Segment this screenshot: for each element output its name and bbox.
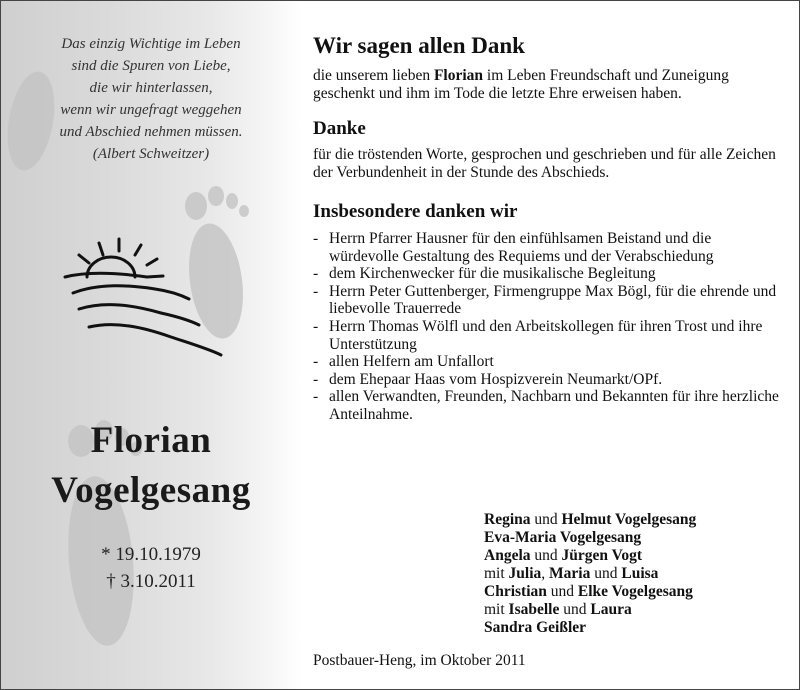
list-item-text: Herrn Peter Guttenberger, Firmengruppe Max Bögl, für die ehrende und liebevolle Trauerrede	[329, 282, 777, 318]
left-panel	[1, 1, 301, 689]
danke-heading: Danke	[313, 118, 366, 139]
family-line	[484, 529, 696, 547]
family-line	[484, 619, 696, 637]
list-item-text: dem Kirchenwecker für die musikalische Begleitung	[329, 265, 656, 283]
list-item: - dem Ehepaar Haas vom Hospizverein Neumarkt/OPf.	[313, 371, 783, 389]
intro-paragraph	[313, 67, 783, 102]
family-connector: und	[546, 583, 578, 600]
family-name: Laura	[590, 601, 632, 618]
list-item-text: Herrn Pfarrer Hausner für den einfühlsamen Beistand und die würdevolle Gestaltung des Requiems und der Verabschiedung	[329, 230, 714, 265]
family-name: Sandra Geißler	[484, 619, 587, 636]
family-connector: mit	[484, 601, 509, 618]
family-name: Jürgen Vogt	[561, 547, 643, 564]
list-item: - Herrn Pfarrer Hausner für den einfühlsamen Beistand und die würdevolle Gestaltung des Requiems und der Verabschiedung	[313, 230, 783, 265]
family-name: Elke Vogelgesang	[577, 583, 693, 600]
list-item: - allen Verwandten, Freunden, Nachbarn und Bekannten für ihre herzliche Anteilnahme.	[313, 388, 783, 423]
list-item-text: allen Verwandten, Freunden, Nachbarn und Bekannten für ihre herzliche Anteilnahme.	[329, 388, 779, 423]
death-date: † 3.10.2011	[106, 571, 196, 592]
family-connector: und	[530, 511, 562, 528]
list-item: - Herrn Peter Guttenberger, Firmengruppe Max Bögl, für die ehrende und liebevolle Trauerrede	[313, 283, 783, 318]
family-name: Julia	[508, 565, 542, 582]
birth-date: * 19.10.1979	[101, 544, 201, 565]
quote-line: wenn wir ungefragt weggehen	[60, 102, 242, 118]
family-name: Christian	[484, 583, 547, 600]
main-text	[313, 31, 783, 424]
family-name: Isabelle	[508, 601, 560, 618]
family-name: Eva-Maria Vogelgesang	[484, 529, 642, 546]
intro-text: im Leben Freundschaft und Zuneigung geschenkt und ihm im Tode die letzte Ehre erweisen haben.	[313, 67, 729, 102]
family-line	[484, 565, 696, 583]
quote-line: die wir hinterlassen,	[89, 80, 213, 96]
sunset-landscape-icon	[59, 233, 239, 363]
list-item-text: dem Ehepaar Haas vom Hospizverein Neumarkt/OPf.	[329, 370, 663, 388]
family-connector: und	[530, 547, 562, 564]
quote-line: und Abschied nehmen müssen.	[59, 124, 243, 140]
deceased-first-name: Florian	[90, 420, 212, 461]
deceased-last-name: Vogelgesang	[51, 470, 251, 511]
list-item-text: Herrn Thomas Wölfl und den Arbeitskollegen für ihren Trost und ihre Unterstützung	[329, 317, 763, 353]
quote	[31, 33, 271, 165]
place-date: Postbauer-Heng, im Oktober 2011	[313, 652, 526, 669]
list-item: - Herrn Thomas Wölfl und den Arbeitskollegen für ihren Trost und ihre Unterstützung	[313, 318, 783, 353]
main-heading: Wir sagen allen Dank	[313, 33, 525, 58]
family-name: Helmut Vogelgesang	[561, 511, 697, 528]
family-connector: mit	[484, 565, 509, 582]
family-line	[484, 583, 696, 601]
thanks-list	[313, 230, 783, 424]
family-line	[484, 601, 696, 619]
family-connector: und	[559, 601, 591, 618]
family-signatures	[484, 511, 696, 637]
danke-paragraph: für die tröstenden Worte, gesprochen und geschrieben und für alle Zeichen der Verbundenheit in der Stunde des Abschieds.	[313, 146, 776, 181]
list-item: - dem Kirchenwecker für die musikalische Begleitung	[313, 265, 783, 283]
family-name: Luisa	[621, 565, 659, 582]
quote-line: Das einzig Wichtige im Leben	[61, 36, 241, 52]
family-connector: ,	[541, 565, 550, 582]
insbesondere-heading: Insbesondere danken wir	[313, 201, 518, 222]
family-name: Maria	[549, 565, 591, 582]
intro-text: die unserem lieben	[313, 67, 434, 84]
list-item: - allen Helfern am Unfallort	[313, 353, 783, 371]
family-line	[484, 547, 696, 565]
list-item-text: allen Helfern am Unfallort	[329, 353, 494, 371]
quote-line: sind die Spuren von Liebe,	[71, 58, 231, 74]
family-name: Angela	[484, 547, 531, 564]
family-connector: und	[590, 565, 622, 582]
family-name: Regina	[484, 511, 531, 528]
quote-author: (Albert Schweitzer)	[92, 146, 210, 162]
family-line	[484, 511, 696, 529]
intro-name: Florian	[433, 67, 484, 84]
